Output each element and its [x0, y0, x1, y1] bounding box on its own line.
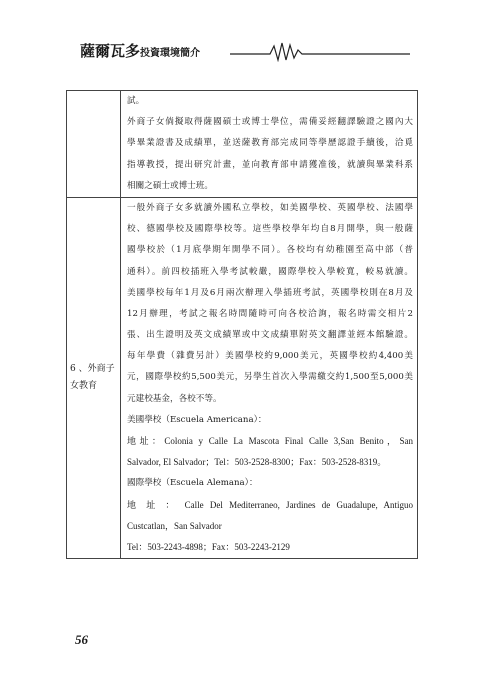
- header-title-main: 薩爾瓦多: [80, 42, 141, 60]
- text-line: 學畢業證書及成績單，並送薩教育部完成同等學歷認證手續後，洽覓: [127, 138, 413, 149]
- text-line: 相關之碩士或博士班。: [127, 180, 213, 191]
- page-header: [80, 40, 410, 62]
- text-line: 元建校基金，各校不等。: [127, 393, 222, 404]
- address-line: Custcatlan，San Salvador: [127, 520, 222, 531]
- row-content: [121, 91, 418, 198]
- text-line: 試。: [127, 96, 145, 106]
- info-table: [66, 90, 418, 559]
- address-line: 地址：Colonia y Calle La Mascota Final Calle 3,San Benito，San: [127, 436, 413, 446]
- contact-line: Tel：503-2243-4898；Fax：503-2243-2129: [127, 541, 290, 552]
- address-line: Salvador, El Salvador；Tel：503-2528-8300；Fax：503-2528-8319。: [127, 457, 387, 468]
- text-line: 通科）。前四校插班入學考試較嚴，國際學校入學較寬，較易就讀。: [127, 266, 413, 277]
- text-line: 外商子女倘擬取得薩國碩士或博士學位，需備妥經翻譯驗證之國內大: [127, 117, 413, 128]
- text-line: 每年學費（雜費另計）美國學校約9,000美元，英國學校約4,400美: [127, 351, 413, 362]
- text-line: 國學校於（1月底學期年開學不同）。各校均有幼稚園至高中部（普: [127, 245, 413, 256]
- table-row: [67, 91, 418, 198]
- row-content: [121, 197, 418, 558]
- text-line: 元，國際學校約5,500美元，另學生首次入學需繳交約1,500至5,000美: [127, 372, 413, 383]
- text-line: 張、出生證明及英文成績單或中文成績單附英文翻譯並經本館驗證。: [127, 330, 413, 341]
- row-label-empty: [67, 91, 121, 198]
- text-line: 一般外商子女多就讀外國私立學校，如美國學校、英國學校、法國學: [127, 202, 413, 213]
- text-line: 12月辦理，考試之報名時間隨時可向各校洽詢，報名時需交相片2: [127, 308, 413, 319]
- row-label-education: [67, 197, 121, 558]
- text-line: 美國學校（Escuela Americana）：: [127, 414, 267, 425]
- row-label-line: 6 、外商子: [70, 364, 115, 375]
- text-line: 指導教授，提出研究計畫，並向教育部申請獲准後，就讀與畢業科系: [127, 159, 413, 170]
- text-line: 國際學校（Escuela Alemana）：: [127, 478, 258, 489]
- text-line: 美國學校每年1月及6月兩次辦理入學插班考試，英國學校則在8月及: [127, 287, 413, 298]
- page-number: 56: [75, 632, 88, 647]
- text-line: 校、德國學校及國際學校等。這些學校學年均自8月開學，與一般薩: [127, 224, 413, 235]
- pulse-line-decoration: [230, 40, 410, 62]
- header-title: [80, 40, 200, 61]
- row-label-line: 女教育: [70, 381, 98, 392]
- address-line: 地 址 ： Calle Del Mediterraneo, Jardines de Guadalupe, Antiguo: [127, 499, 413, 510]
- table-row: [67, 197, 418, 558]
- header-title-sub: 投資環境簡介: [140, 48, 201, 59]
